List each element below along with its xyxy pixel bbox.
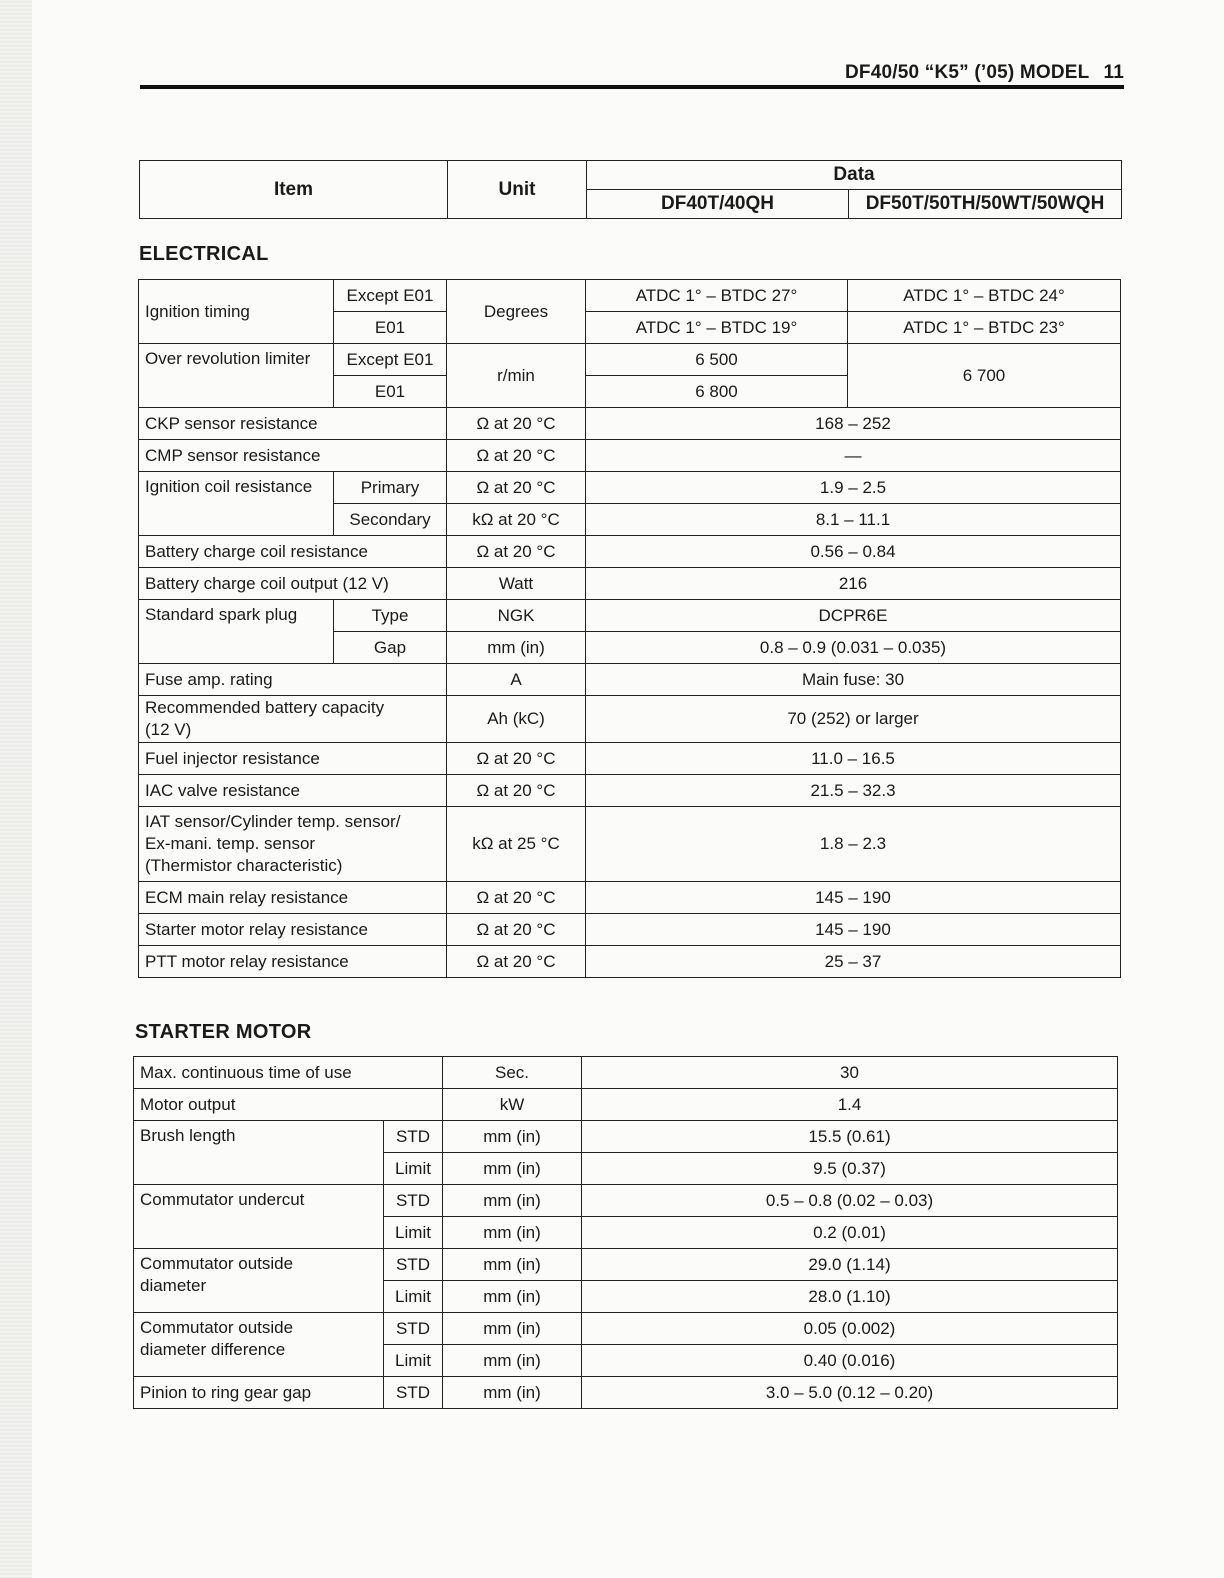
row-sublabel: Except E01 bbox=[334, 280, 447, 312]
row-sublabel: Limit bbox=[384, 1153, 443, 1185]
row-unit: mm (in) bbox=[443, 1313, 582, 1345]
row-unit: mm (in) bbox=[443, 1377, 582, 1409]
row-unit: Ω at 20 °C bbox=[447, 882, 586, 914]
row-label: PTT motor relay resistance bbox=[139, 946, 447, 978]
row-label: Commutator outside diameter difference bbox=[134, 1313, 384, 1377]
col-header-unit: Unit bbox=[448, 161, 587, 219]
row-label: Over revolution limiter bbox=[139, 344, 334, 408]
row-unit: mm (in) bbox=[443, 1217, 582, 1249]
table-row bbox=[139, 664, 1121, 696]
row-value: 0.56 – 0.84 bbox=[586, 536, 1121, 568]
table-row bbox=[139, 344, 1121, 376]
row-sublabel: Limit bbox=[384, 1345, 443, 1377]
row-unit: Ω at 20 °C bbox=[447, 775, 586, 807]
row-value: 21.5 – 32.3 bbox=[586, 775, 1121, 807]
row-value: 9.5 (0.37) bbox=[582, 1153, 1118, 1185]
table-row bbox=[134, 1249, 1118, 1281]
row-label: Commutator outside diameter bbox=[134, 1249, 384, 1313]
spec-header-table bbox=[139, 160, 1122, 219]
row-label: Fuse amp. rating bbox=[139, 664, 447, 696]
table-row bbox=[139, 946, 1121, 978]
row-label: ECM main relay resistance bbox=[139, 882, 447, 914]
row-unit: r/min bbox=[447, 344, 586, 408]
row-sublabel: STD bbox=[384, 1249, 443, 1281]
row-unit: A bbox=[447, 664, 586, 696]
row-value: 145 – 190 bbox=[586, 882, 1121, 914]
row-value-b: 6 700 bbox=[848, 344, 1121, 408]
row-sublabel: Limit bbox=[384, 1217, 443, 1249]
row-unit: Ω at 20 °C bbox=[447, 440, 586, 472]
row-sublabel: STD bbox=[384, 1377, 443, 1409]
starter-motor-table bbox=[133, 1056, 1118, 1409]
table-row bbox=[139, 775, 1121, 807]
row-unit: Ω at 20 °C bbox=[447, 914, 586, 946]
table-row bbox=[134, 1185, 1118, 1217]
row-value: 29.0 (1.14) bbox=[582, 1249, 1118, 1281]
row-value: 8.1 – 11.1 bbox=[586, 504, 1121, 536]
row-unit: Ω at 20 °C bbox=[447, 472, 586, 504]
table-row bbox=[134, 1313, 1118, 1345]
row-unit: Watt bbox=[447, 568, 586, 600]
table-row bbox=[139, 536, 1121, 568]
row-value: 3.0 – 5.0 (0.12 – 0.20) bbox=[582, 1377, 1118, 1409]
row-sublabel: Limit bbox=[384, 1281, 443, 1313]
row-label: Commutator undercut bbox=[134, 1185, 384, 1249]
row-label: Starter motor relay resistance bbox=[139, 914, 447, 946]
row-value: DCPR6E bbox=[586, 600, 1121, 632]
row-value: 216 bbox=[586, 568, 1121, 600]
row-unit: mm (in) bbox=[443, 1281, 582, 1313]
row-value: 145 – 190 bbox=[586, 914, 1121, 946]
row-unit: Sec. bbox=[443, 1057, 582, 1089]
row-unit: Ah (kC) bbox=[447, 696, 586, 743]
row-sublabel: STD bbox=[384, 1185, 443, 1217]
row-sublabel: STD bbox=[384, 1313, 443, 1345]
row-unit: Ω at 20 °C bbox=[447, 743, 586, 775]
row-unit: Ω at 20 °C bbox=[447, 408, 586, 440]
row-value: 0.5 – 0.8 (0.02 – 0.03) bbox=[582, 1185, 1118, 1217]
table-row bbox=[134, 1057, 1118, 1089]
row-unit: kΩ at 25 °C bbox=[447, 807, 586, 882]
row-value-b: ATDC 1° – BTDC 23° bbox=[848, 312, 1121, 344]
table-row bbox=[139, 472, 1121, 504]
running-header bbox=[140, 62, 1124, 84]
row-unit: mm (in) bbox=[443, 1249, 582, 1281]
row-unit: Ω at 20 °C bbox=[447, 536, 586, 568]
col-header-item: Item bbox=[140, 161, 448, 219]
row-value: 1.9 – 2.5 bbox=[586, 472, 1121, 504]
row-value-a: 6 500 bbox=[586, 344, 848, 376]
row-label: Brush length bbox=[134, 1121, 384, 1185]
table-row bbox=[139, 280, 1121, 312]
page-binding-edge bbox=[0, 0, 32, 1578]
row-unit: Degrees bbox=[447, 280, 586, 344]
row-sublabel: Except E01 bbox=[334, 344, 447, 376]
col-header-model-a: DF40T/40QH bbox=[587, 190, 849, 219]
table-row bbox=[139, 568, 1121, 600]
row-value: 0.05 (0.002) bbox=[582, 1313, 1118, 1345]
table-row bbox=[134, 1089, 1118, 1121]
row-sublabel: Primary bbox=[334, 472, 447, 504]
table-row bbox=[139, 882, 1121, 914]
row-value: 15.5 (0.61) bbox=[582, 1121, 1118, 1153]
row-unit: mm (in) bbox=[443, 1153, 582, 1185]
electrical-table bbox=[138, 279, 1121, 978]
row-label: Battery charge coil output (12 V) bbox=[139, 568, 447, 600]
row-label: Fuel injector resistance bbox=[139, 743, 447, 775]
row-sublabel: E01 bbox=[334, 312, 447, 344]
section-title-starter-motor: STARTER MOTOR bbox=[135, 1021, 312, 1043]
row-value: Main fuse: 30 bbox=[586, 664, 1121, 696]
row-label: Ignition timing bbox=[139, 280, 334, 344]
row-unit: mm (in) bbox=[447, 632, 586, 664]
row-unit: mm (in) bbox=[443, 1185, 582, 1217]
row-label: CKP sensor resistance bbox=[139, 408, 447, 440]
model-title: DF40/50 “K5” (’05) MODEL bbox=[845, 62, 1090, 83]
section-title-electrical: ELECTRICAL bbox=[139, 243, 269, 265]
row-sublabel: Type bbox=[334, 600, 447, 632]
row-unit: NGK bbox=[447, 600, 586, 632]
table-row bbox=[139, 914, 1121, 946]
row-value: 0.2 (0.01) bbox=[582, 1217, 1118, 1249]
row-unit: Ω at 20 °C bbox=[447, 946, 586, 978]
header-rule bbox=[140, 85, 1124, 89]
row-unit: kW bbox=[443, 1089, 582, 1121]
row-label: IAT sensor/Cylinder temp. sensor/ Ex-mani. temp. sensor (Thermistor characteristic) bbox=[139, 807, 447, 882]
row-label: Ignition coil resistance bbox=[139, 472, 334, 536]
col-header-model-b: DF50T/50TH/50WT/50WQH bbox=[849, 190, 1122, 219]
row-label: Recommended battery capacity (12 V) bbox=[139, 696, 447, 743]
row-value-b: ATDC 1° – BTDC 24° bbox=[848, 280, 1121, 312]
table-row bbox=[139, 696, 1121, 743]
row-value: 1.4 bbox=[582, 1089, 1118, 1121]
row-value: 25 – 37 bbox=[586, 946, 1121, 978]
col-header-data: Data bbox=[587, 161, 1122, 190]
row-label: CMP sensor resistance bbox=[139, 440, 447, 472]
row-label: Max. continuous time of use bbox=[134, 1057, 443, 1089]
table-row bbox=[139, 408, 1121, 440]
row-value: 70 (252) or larger bbox=[586, 696, 1121, 743]
row-value: 28.0 (1.10) bbox=[582, 1281, 1118, 1313]
row-sublabel: Secondary bbox=[334, 504, 447, 536]
table-row bbox=[139, 743, 1121, 775]
row-value: 168 – 252 bbox=[586, 408, 1121, 440]
table-row bbox=[139, 807, 1121, 882]
row-sublabel: E01 bbox=[334, 376, 447, 408]
row-label: IAC valve resistance bbox=[139, 775, 447, 807]
row-unit: kΩ at 20 °C bbox=[447, 504, 586, 536]
table-row bbox=[134, 1121, 1118, 1153]
row-label: Motor output bbox=[134, 1089, 443, 1121]
row-unit: mm (in) bbox=[443, 1345, 582, 1377]
row-sublabel: STD bbox=[384, 1121, 443, 1153]
table-row bbox=[139, 440, 1121, 472]
row-value: — bbox=[586, 440, 1121, 472]
table-row bbox=[139, 600, 1121, 632]
row-value-a: ATDC 1° – BTDC 19° bbox=[586, 312, 848, 344]
row-unit: mm (in) bbox=[443, 1121, 582, 1153]
row-value-a: ATDC 1° – BTDC 27° bbox=[586, 280, 848, 312]
page-number: 11 bbox=[1103, 62, 1124, 83]
row-label: Pinion to ring gear gap bbox=[134, 1377, 384, 1409]
row-label: Standard spark plug bbox=[139, 600, 334, 664]
row-label: Battery charge coil resistance bbox=[139, 536, 447, 568]
row-value: 11.0 – 16.5 bbox=[586, 743, 1121, 775]
row-value: 0.8 – 0.9 (0.031 – 0.035) bbox=[586, 632, 1121, 664]
row-value-a: 6 800 bbox=[586, 376, 848, 408]
row-value: 0.40 (0.016) bbox=[582, 1345, 1118, 1377]
row-value: 1.8 – 2.3 bbox=[586, 807, 1121, 882]
table-row bbox=[134, 1377, 1118, 1409]
row-value: 30 bbox=[582, 1057, 1118, 1089]
row-sublabel: Gap bbox=[334, 632, 447, 664]
